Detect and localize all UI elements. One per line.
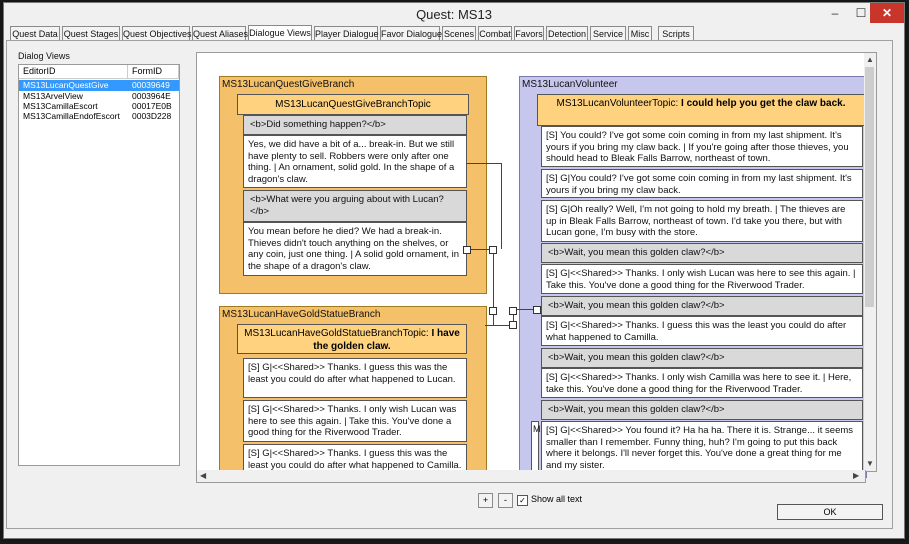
branch-title: MS13LucanHaveGoldStatueBranch xyxy=(222,309,381,320)
tab-scenes[interactable]: Scenes xyxy=(442,26,476,43)
scroll-right-icon[interactable]: ▶ xyxy=(853,471,860,480)
dialog-views-label: Dialog Views xyxy=(18,51,70,61)
list-header xyxy=(19,65,179,79)
tab-quest-stages[interactable]: Quest Stages xyxy=(62,26,120,43)
scroll-left-icon[interactable]: ◀ xyxy=(200,471,207,480)
maximize-icon[interactable]: ☐ xyxy=(855,6,867,20)
collapsed-cell[interactable]: M xyxy=(531,421,539,475)
tab-scripts[interactable]: Scripts xyxy=(658,26,694,43)
prompt-cell[interactable]: <b>Wait, you mean this golden claw?</b> xyxy=(541,400,863,420)
topic-header[interactable] xyxy=(537,94,865,126)
zoom-out-button[interactable]: - xyxy=(498,493,513,508)
tab-detection[interactable]: Detection xyxy=(546,26,588,43)
list-item-formid: 0003964E xyxy=(132,91,171,101)
list-item[interactable] xyxy=(19,80,179,91)
tab-quest-aliases[interactable]: Quest Aliases xyxy=(192,26,246,43)
list-item-editorid: MS13LucanQuestGive xyxy=(23,80,109,90)
prompt-cell[interactable]: <b>Wait, you mean this golden claw?</b> xyxy=(541,243,863,263)
connector-node[interactable] xyxy=(463,246,471,254)
tab-misc[interactable]: Misc xyxy=(628,26,652,43)
show-all-text-checkbox[interactable]: ✓ xyxy=(517,495,528,506)
response-cell[interactable]: [S] G|<<Shared>> Thanks. I guess this was the least you could do after what happened to Camilla. xyxy=(243,444,467,474)
response-cell[interactable]: [S] G|<<Shared>> Thanks. I only wish Lucan was here to see this again. | Take this. You've done a good thing for the Riverwood Trader. xyxy=(541,264,863,294)
window-title: Quest: MS13 xyxy=(416,7,492,22)
tab-dialogue-views[interactable]: Dialogue Views xyxy=(248,25,312,44)
tab-favors[interactable]: Favors xyxy=(514,26,544,43)
show-all-text-label: Show all text xyxy=(531,494,583,504)
scroll-down-icon[interactable]: ▼ xyxy=(866,459,874,468)
tab-quest-objectives[interactable]: Quest Objectives xyxy=(122,26,190,43)
response-cell[interactable]: [S] G|<<Shared>> Thanks. I guess this was the least you could do after what happened to Lucan. xyxy=(243,358,467,398)
connector-node[interactable] xyxy=(489,307,497,315)
scroll-up-icon[interactable]: ▲ xyxy=(866,55,874,64)
topic-name: MS13LucanVolunteerTopic: xyxy=(556,98,679,109)
topic-name: MS13LucanHaveGoldStatueBranchTopic: xyxy=(244,328,429,339)
tab-player-dialogue[interactable]: Player Dialogue xyxy=(314,26,378,43)
prompt-cell[interactable]: <b>Wait, you mean this golden claw?</b> xyxy=(541,296,863,316)
list-item-editorid: MS13ArvelView xyxy=(23,91,83,101)
connector-line xyxy=(467,163,502,164)
response-cell[interactable]: [S] G|Oh really? Well, I'm not going to hold my breath. | The thieves are up in Bleak Falls Barrow, northeast of town. I'd take you there, but with Lucan gone, I'm busy with the store. xyxy=(541,200,863,242)
title-bar xyxy=(4,3,904,25)
tab-service[interactable]: Service xyxy=(590,26,626,43)
topic-text: I have the golden claw. xyxy=(313,328,460,352)
column-header-formid[interactable]: FormID xyxy=(128,65,179,78)
ok-button[interactable]: OK xyxy=(777,504,883,520)
dialogue-canvas[interactable] xyxy=(196,52,866,472)
scroll-thumb[interactable] xyxy=(865,67,874,307)
response-cell[interactable]: [S] G|<<Shared>> Thanks. I guess this was the least you could do after what happened to Camilla. xyxy=(541,316,863,346)
list-item-editorid: MS13CamillaEndofEscort xyxy=(23,111,120,121)
connector-node[interactable] xyxy=(533,306,541,314)
connector-node[interactable] xyxy=(509,307,517,315)
response-cell[interactable]: Yes, we did have a bit of a... break-in. But we still have plenty to sell. Robbers were only after one thing. | An ornament, solid gold. In the shape of a dragon's claw. xyxy=(243,135,467,188)
branch-title: MS13LucanQuestGiveBranch xyxy=(222,79,355,90)
tab-quest-data[interactable]: Quest Data xyxy=(10,26,60,43)
response-cell[interactable]: [S] G|<<Shared>> Thanks. I only wish Lucan was here to see this again. | Take this. You've done a good thing for the Riverwood Trader. xyxy=(243,400,467,442)
prompt-cell[interactable]: <b>What were you arguing about with Lucan?</b> xyxy=(243,190,467,222)
list-item-formid: 0003D228 xyxy=(132,111,172,121)
dialog-views-list[interactable] xyxy=(18,64,180,466)
zoom-in-button[interactable]: + xyxy=(478,493,493,508)
topic-header[interactable]: MS13LucanQuestGiveBranchTopic xyxy=(237,94,469,115)
prompt-cell[interactable]: <b>Wait, you mean this golden claw?</b> xyxy=(541,348,863,368)
vertical-scrollbar[interactable] xyxy=(864,52,877,472)
response-cell[interactable]: [S] G|You could? I've got some coin coming in from my last shipment. It's yours if you bring my claw back. xyxy=(541,169,863,198)
branch-title: MS13LucanVolunteer xyxy=(522,79,618,90)
connector-line xyxy=(501,163,502,249)
response-cell[interactable]: [S] You could? I've got some coin coming in from my last shipment. It's yours if you bring my claw back. | If you're going after those thieves, you should head to Bleak Falls Barrow, northeast of town. xyxy=(541,126,863,167)
horizontal-scrollbar[interactable] xyxy=(196,470,866,483)
prompt-cell[interactable]: <b>Did something happen?</b> xyxy=(243,115,467,135)
minimize-icon[interactable]: – xyxy=(831,6,839,20)
topic-text: I could help you get the claw back. xyxy=(681,98,846,109)
list-item-editorid: MS13CamillaEscort xyxy=(23,101,98,111)
tab-combat[interactable]: Combat xyxy=(478,26,512,43)
connector-node[interactable] xyxy=(509,321,517,329)
close-icon[interactable]: ✕ xyxy=(870,3,904,23)
response-cell[interactable]: [S] G|<<Shared>> Thanks. I only wish Camilla was here to see it. | Here, take this. You've done a good thing for the Riverwood Trader. xyxy=(541,368,863,398)
response-cell[interactable]: You mean before he died? We had a break-in. Thieves didn't touch anything on the shelves, or any coin, just one thing. | A solid gold ornament, in the shape of a dragon's claw. xyxy=(243,222,467,276)
response-cell[interactable]: [S] G|<<Shared>> You found it? Ha ha ha. There it is. Strange... it seems smaller than I remember. Funny thing, huh? I'm going to put this back where it belongs. I'll never forget this. You've done a great thing for me and my sister. xyxy=(541,421,863,475)
list-item-formid: 00039649 xyxy=(132,80,170,90)
tab-favor-dialogue[interactable]: Favor Dialogue xyxy=(380,26,440,43)
connector-node[interactable] xyxy=(489,246,497,254)
list-item[interactable] xyxy=(19,111,179,122)
topic-header[interactable] xyxy=(237,324,467,354)
list-item-formid: 00017E0B xyxy=(132,101,172,111)
column-header-editorid[interactable]: EditorID xyxy=(19,65,128,78)
